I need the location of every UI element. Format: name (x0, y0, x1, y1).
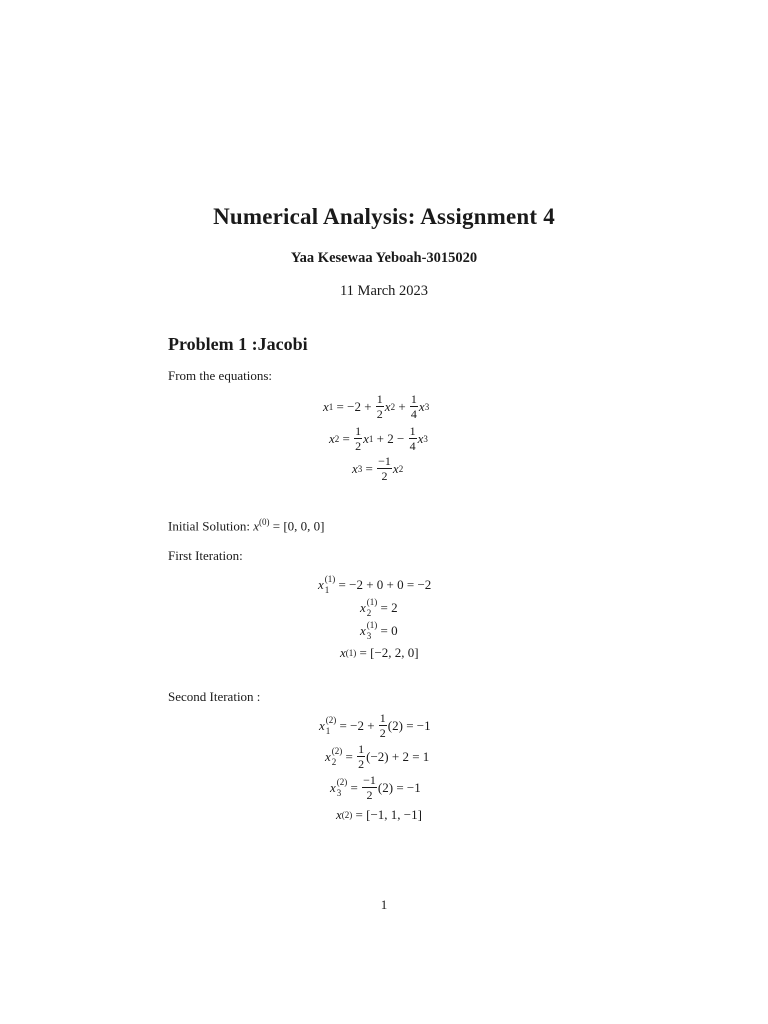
second-x3: x (2) 3 = $\frac{-1}{2}$ (2) = −1 (330, 773, 421, 802)
document-date: 11 March 2023 (339, 283, 429, 299)
initial-solution: Initial Solution: $x^{(0)} = [0$, 0, 0] (168, 517, 325, 534)
document-title: Numerical Analysis: Assignment 4 (213, 204, 555, 229)
author-name: Yaa Kesewaa Yeboah-3015020 (290, 250, 478, 266)
problem-heading: Problem 1 :Jacobi (168, 334, 308, 354)
first-x2: x (1) 2 = 2 (360, 597, 398, 618)
second-x2: x (2) 2 = $\frac{1}{2}$ (−2) + 2 = 1 (325, 742, 430, 771)
first-iteration-label: First Iteration: (168, 548, 243, 563)
first-vector: x (1) = [−2, 2, 0] (340, 645, 419, 660)
second-x1: x (2) 1 = −2 + $\frac{1}{2}$ (2) = −1 (319, 711, 431, 740)
second-vector: x (2) = [−1, 1, −1] (336, 807, 422, 822)
equation-x1: x 1 = −2 + $\frac{1}{2}$ x 2 + $\frac{1}{4}$ x 3 (323, 392, 430, 421)
intro-text: From the equations: (168, 368, 272, 383)
first-x3: x (1) 3 = 0 (360, 620, 398, 641)
equation-x3: x 3 = $\frac{-1}{2}$ x 2 (352, 454, 404, 483)
second-iteration-label: Second Iteration : (168, 689, 261, 704)
first-x1: x (1) 1 = −2 + 0 + 0 = −2 (318, 574, 432, 595)
equation-x2: x 2 = $\frac{1}{2}$ x 1 + 2 − $\frac{1}{4}$ x 3 (329, 424, 428, 453)
page-number: 1 (380, 897, 388, 912)
